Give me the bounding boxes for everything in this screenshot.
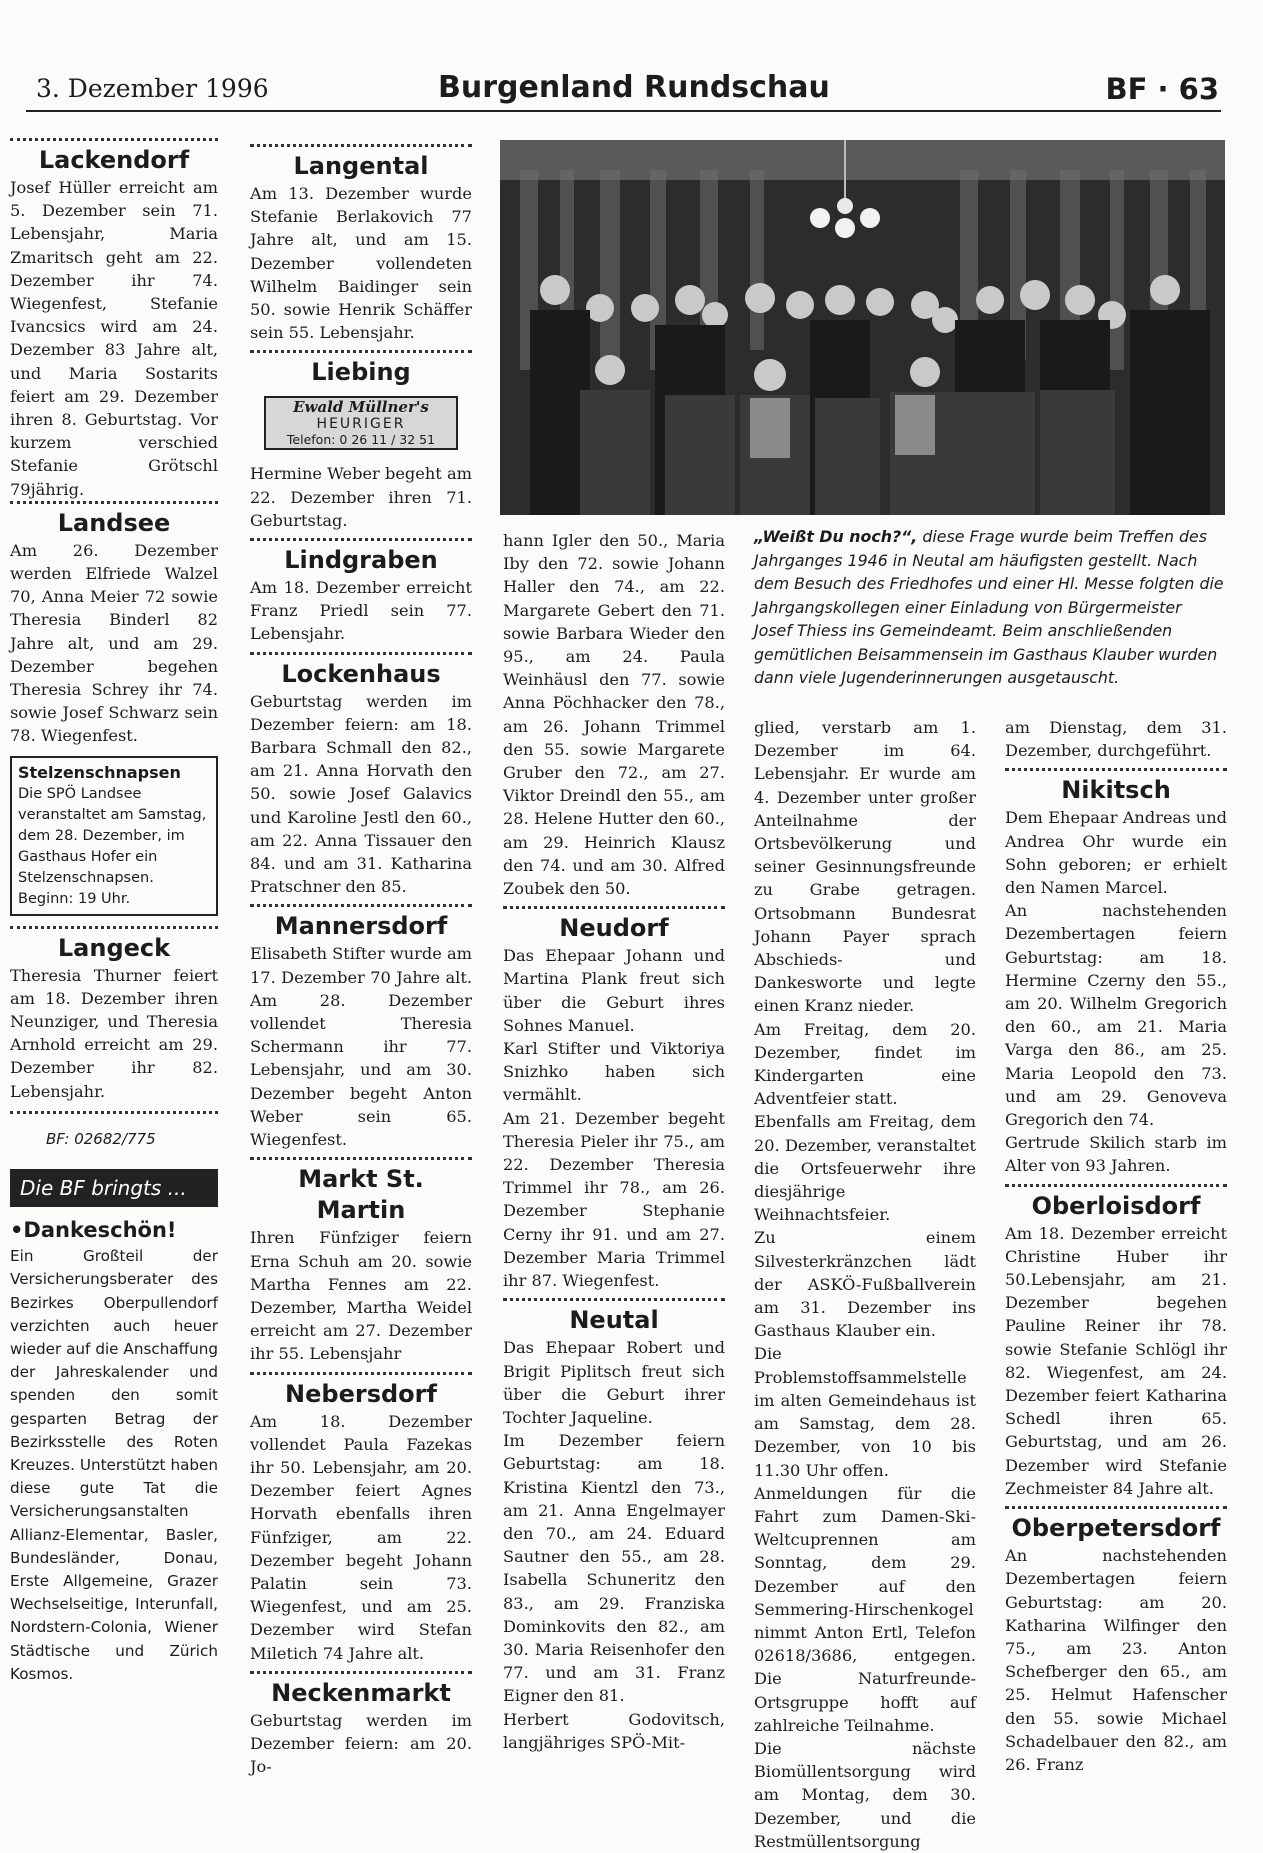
ad-phone: Telefon: 0 26 11 / 32 51 xyxy=(286,432,436,448)
text-neutal-7: Zu einem Silvesterkränzchen lädt der ASKÖ-Fußballverein am 31. Dezember ins Gasthaus Klauber ein. xyxy=(754,1228,976,1341)
text-lackendorf: Josef Hüller erreicht am 5. Dezember sein 71. Lebensjahr, Maria Zmaritsch geht am 22. Dezember ihr 74. Wiegenfest, Stefanie Ivancsics wird am 24. Dezember 83 Jahre alt, und Maria Sostarits feiert am 29. Dezember ihren 8. Geburtstag. Vor kurzem verschied Stefanie Grötschl 79jährig. xyxy=(10,178,218,499)
text-neckenmarkt-continued: hann Igler den 50., Maria Iby den 72. sowie Johann Haller den 74., am 22. Margarete Gebert den 71. sowie Barbara Wieder den 95., am 24. Paula Weinhäusl den 77. sowie Anna Pöchhacker den 78., am 26. Johann Trimmel den 55. sowie Margarete Gruber den 72., am 27. Viktor Dreindl den 55., am 28. Helene Hutter den 60., am 29. Heinrich Klausz den 74. und am 30. Alfred Zoubek den 50. xyxy=(503,531,725,899)
text-neutal-continued: am Dienstag, dem 31. Dezember, durchgeführt. xyxy=(1005,718,1227,761)
heading-lockenhaus: Lockenhaus xyxy=(250,652,472,690)
text-nikitsch-3: Gertrude Skilich starb im Alter von 93 Jahren. xyxy=(1005,1133,1227,1176)
ad-name: Ewald Müllner's xyxy=(293,398,429,417)
stelzenschnapsen-box xyxy=(10,756,218,916)
masthead-rule xyxy=(26,110,1221,112)
page-number: BF · 63 xyxy=(1105,72,1219,106)
group-photo xyxy=(500,140,1225,515)
text-nikitsch-1: Dem Ehepaar Andreas und Andrea Ohr wurde ein Sohn geboren; er erhielt den Namen Marcel. xyxy=(1005,808,1227,898)
box-title: Stelzenschnapsen xyxy=(18,762,181,782)
box-text: Die SPÖ Landsee veranstaltet am Samstag, dem 28. Dezember, im Gasthaus Hofer ein Stelzenschnapsen. Beginn: 19 Uhr. xyxy=(18,785,207,907)
heading-neudorf: Neudorf xyxy=(503,906,725,944)
text-liebing: Hermine Weber begeht am 22. Dezember ihren 71. Geburtstag. xyxy=(250,464,472,530)
text-neutal-4: glied, verstarb am 1. Dezember im 64. Lebensjahr. Er wurde am 4. Dezember unter großer Anteilnahme der Ortsbevölkerung und seiner Gesinnungsfreunde zu Grabe getragen. Ortsobmann Bundesrat Johann Payer sprach Abschieds- und Dankesworte und legte einen Kranz nieder. xyxy=(754,718,976,1016)
text-langental: Am 13. Dezember wurde Stefanie Berlakovich 77 Jahre alt, und am 15. Dezember vollendeten Wilhelm Baidinger sein 50. sowie Henrik Schäffer sein 55. Lebensjahr. xyxy=(250,184,472,343)
newspaper-title: Burgenland Rundschau xyxy=(438,70,830,105)
heading-nikitsch: Nikitsch xyxy=(1005,768,1227,806)
contact-phone: BF: 02682/775 xyxy=(10,1111,218,1169)
text-neutal-1: Das Ehepaar Robert und Brigit Piplitsch freut sich über die Geburt ihrer Tochter Jaqueline. xyxy=(503,1338,725,1427)
column-4 xyxy=(754,716,976,1853)
heading-markt-st-martin: Markt St. Martin xyxy=(250,1157,472,1226)
text-oberpetersdorf: An nachstehenden Dezembertagen feiern Geburtstag: am 20. Katharina Wilfinger den 75., am 23. Anton Schefberger den 65., am 25. Helmut Hafenscher den 55. sowie Michael Schadelbauer den 82., am 26. Franz xyxy=(1005,1546,1227,1774)
text-neutal-8: Die Problemstoffsammelstelle im alten Gemeindehaus ist am Samstag, dem 28. Dezember, von 10 bis 11.30 Uhr offen. xyxy=(754,1344,976,1480)
text-neudorf-2: Karl Stifter und Viktoriya Snizhko haben sich vermählt. xyxy=(503,1039,725,1105)
text-langeck: Theresia Thurner feiert am 18. Dezember ihren Neunziger, und Theresia Arnhold erreicht am 29. Dezember ihr 82. Lebensjahr. xyxy=(10,965,218,1101)
text-neutal-9: Anmeldungen für die Fahrt zum Damen-Ski-Weltcuprennen am Sonntag, dem 29. Dezember auf den Semmering-Hirschenkogel nimmt Anton Ertl, Telefon 02618/3686, entgegen. Die Naturfreunde-Ortsgruppe hofft auf zahlreiche Teilnahme. xyxy=(754,1483,976,1735)
column-2 xyxy=(250,138,472,1778)
heading-mannersdorf: Mannersdorf xyxy=(250,904,472,942)
heading-oberpetersdorf: Oberpetersdorf xyxy=(1005,1506,1227,1544)
heading-lindgraben: Lindgraben xyxy=(250,538,472,576)
text-lockenhaus: Geburtstag werden im Dezember feiern: am 18. Barbara Schmall den 82., am 21. Anna Horvath den 50. sowie Josef Galavics und Karoline Jestl den 60., am 22. Anna Tissauer den 84. und am 31. Katharina Pratschner den 85. xyxy=(250,691,472,897)
text-markt-st-martin: Ihren Fünfziger feiern Erna Schuh am 20. sowie Martha Fennes am 22. Dezember, Martha Weidel erreicht am 27. Dezember ihr 55. Lebensjahr xyxy=(250,1228,472,1364)
issue-date: 3. Dezember 1996 xyxy=(36,74,269,103)
text-lindgraben: Am 18. Dezember erreicht Franz Priedl sein 77. Lebensjahr. xyxy=(250,578,472,644)
heading-landsee: Landsee xyxy=(10,501,218,539)
bf-bringts-bar: Die BF bringts ... xyxy=(10,1169,218,1207)
ad-type: HEURIGER xyxy=(316,416,406,433)
heading-nebersdorf: Nebersdorf xyxy=(250,1372,472,1410)
heading-langeck: Langeck xyxy=(10,926,218,964)
text-neckenmarkt: Geburtstag werden im Dezember feiern: am 20. Jo- xyxy=(250,1710,472,1777)
text-landsee: Am 26. Dezember werden Elfriede Walzel 70, Anna Meier 72 sowie Theresia Binderl 82 Jahre alt, und am 29. Dezember begehen Theresia Schrey ihr 74. sowie Josef Schwarz sein 78. Wiegenfest. xyxy=(10,540,218,746)
bf-dankeschoen-title: •Dankeschön! xyxy=(10,1218,177,1243)
column-3 xyxy=(503,529,725,1754)
text-neutal-10: Die nächste Biomüllentsorgung wird am Montag, dem 30. Dezember, und die Restmüllentsorgung xyxy=(754,1738,976,1851)
heading-liebing: Liebing xyxy=(250,350,472,388)
text-neutal-5: Am Freitag, dem 20. Dezember, findet im Kindergarten eine Adventfeier statt. xyxy=(754,1019,976,1109)
heading-neutal: Neutal xyxy=(503,1298,725,1336)
bf-dankeschoen-text: Ein Großteil der Versicherungsberater des Bezirkes Oberpullendorf verzichten auch heuer wieder auf die Anschaffung der Jahreskalender und spenden den somit gesparten Betrag der Bezirksstelle des Roten Kreuzes. Unterstützt haben diese gute Tat die Versicherungsanstalten Allianz-Elementar, Basler, Bundesländer, Donau, Erste Allgemeine, Grazer Wechselseitige, Interunfall, Nordstern-Colonia, Wiener Städtische und Zürich Kosmos. xyxy=(10,1247,218,1683)
text-neutal-2: Im Dezember feiern Geburtstag: am 18. Kristina Kientzl den 73., am 21. Anna Engelmayer den 70., am 24. Eduard Sautner den 55., am 28. Isabella Schuneritz den 83., am 29. Franziska Dominkovits den 82., am 30. Maria Reisenhofer den 77. und am 31. Franz Eigner den 81. xyxy=(503,1431,725,1706)
column-5 xyxy=(1005,716,1227,1776)
text-neudorf-3: Am 21. Dezember begeht Theresia Pieler ihr 75., am 22. Dezember Theresia Trimmel ihr 78., am 26. Dezember Stephanie Cerny ihr 91. und am 27. Dezember Maria Trimmel ihr 87. Wiegenfest. xyxy=(503,1108,725,1291)
text-nebersdorf: Am 18. Dezember vollendet Paula Fazekas ihr 50. Lebensjahr, am 20. Dezember feiert Agnes Horvath ebenfalls ihren Fünfziger, am 22. Dezember begeht Johann Palatin sein 73. Wiegenfest, und am 25. Dezember wird Stefan Miletich 74 Jahre alt. xyxy=(250,1411,472,1663)
caption-text: diese Frage wurde beim Treffen des Jahrganges 1946 in Neutal am häufigsten gestellt. Nach dem Besuch des Friedhofes und einer Hl. Messe folgten die Jahrgangskollegen einer Einladung von Bürgermeister Josef Thiess ins Gemeindeamt. Beim anschließenden gemütlichen Beisammensein im Gasthaus Klauber wurden dann viele Jugenderinnerungen ausgetauscht. xyxy=(754,527,1224,687)
heading-lackendorf: Lackendorf xyxy=(10,138,218,176)
text-nikitsch-2: An nachstehenden Dezembertagen feiern Geburtstag: am 18. Hermine Czerny den 55., am 20. Wilhelm Gregorich den 60., am 21. Maria Varga den 86., am 25. Maria Leopold den 73. und am 29. Genoveva Gregorich den 74. xyxy=(1005,901,1227,1130)
text-neutal-6: Ebenfalls am Freitag, dem 20. Dezember, veranstaltet die Ortsfeuerwehr ihre diesjährige Weihnachtsfeier. xyxy=(754,1112,976,1225)
group-photo-illustration xyxy=(500,140,1225,515)
heading-oberloisdorf: Oberloisdorf xyxy=(1005,1184,1227,1222)
heading-neckenmarkt: Neckenmarkt xyxy=(250,1671,472,1709)
text-neutal-3: Herbert Godovitsch, langjähriges SPÖ-Mit- xyxy=(503,1709,725,1752)
column-1 xyxy=(10,138,218,1686)
text-oberloisdorf: Am 18. Dezember erreicht Christine Huber ihr 50.Lebensjahr, am 21. Dezember begehen Pauline Reiner ihr 78. sowie Stefanie Schlögl ihr 82. Wiegenfest, am 24. Dezember feiert Katharina Schedl ihren 65. Geburtstag, und am 26. Dezember wird Stefanie Zechmeister 84 Jahre alt. xyxy=(1005,1223,1227,1498)
heuriger-ad xyxy=(264,396,458,450)
caption-lead: „Weißt Du noch?“, xyxy=(754,527,918,546)
text-mannersdorf: Elisabeth Stifter wurde am 17. Dezember 70 Jahre alt. Am 28. Dezember vollendet Theresia Schermann ihr 77. Lebensjahr, und am 30. Dezember begeht Anton Weber sein 65. Wiegenfest. xyxy=(250,944,472,1150)
heading-langental: Langental xyxy=(250,144,472,182)
text-neudorf-1: Das Ehepaar Johann und Martina Plank freut sich über die Geburt ihres Sohnes Manuel. xyxy=(503,946,725,1035)
photo-caption xyxy=(754,525,1224,690)
